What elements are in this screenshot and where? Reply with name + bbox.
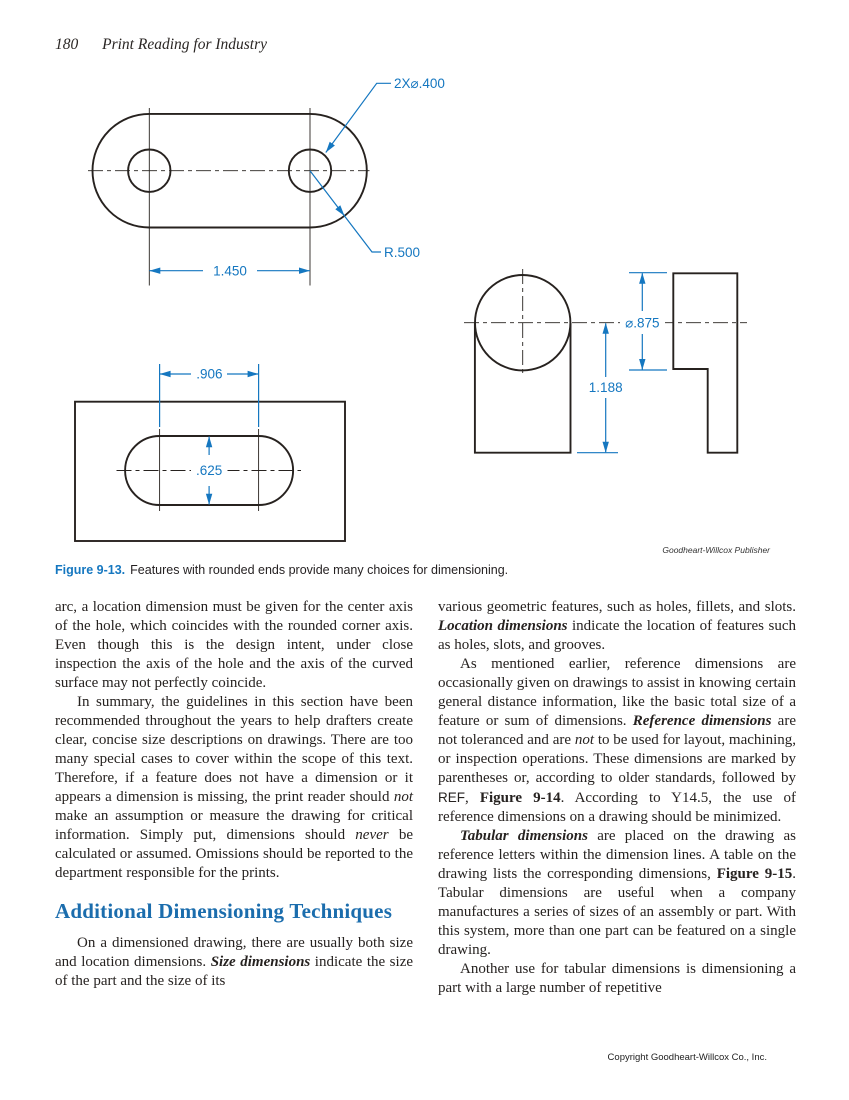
arrowhead [603, 323, 609, 334]
dimension-hole-spacing [149, 263, 310, 278]
arrowhead [149, 268, 160, 274]
arrowhead [160, 371, 171, 377]
body-column-left [55, 598, 413, 991]
paragraph: arc, a location dimension must be given for the center axis of the hole, which coincides with the rounded corner axis. Even though this is the design intent, under close inspection the axis of the hole and the axis of the curved surface may not perfectly coincide. [55, 599, 413, 691]
paragraph: As mentioned earlier, reference dimensions are occasionally given on drawings to assist in knowing certain general distance information, like the basic total size of a feature or sum of dimensions. Reference dimensions are not toleranced and are not to be used for layout, machining, or inspection operations. These dimensions are marked by parentheses or, according to older standards, followed by REF, Figure 9-14. According to Y14.5, the use of reference dimensions on a drawing should be minimized. [438, 656, 796, 825]
side-view-outline [673, 273, 737, 452]
dimension-text-slot-length: .906 [196, 366, 223, 382]
arrowhead [639, 273, 645, 284]
book-title: Print Reading for Industry [102, 36, 268, 53]
publisher-credit: Goodheart-Willcox Publisher [662, 545, 770, 555]
arrowhead [603, 442, 609, 453]
copyright-notice: Copyright Goodheart-Willcox Co., Inc. [607, 1052, 767, 1063]
arrowhead [299, 268, 310, 274]
cylinder-part-views [464, 269, 747, 453]
figure-caption-text: Features with rounded ends provide many choices for dimensioning. [130, 563, 509, 577]
dimension-text-cylinder-diameter: ⌀.875 [625, 315, 660, 331]
paragraph: various geometric features, such as holes, fillets, and slots. Location dimensions indicate the location of features such as holes, slots, and grooves. [438, 599, 796, 653]
slotted-plate-view [75, 364, 345, 541]
arrowhead [335, 205, 344, 216]
paragraph: In summary, the guidelines in this section have been recommended throughout the years to help drafters create clear, concise size descriptions on drawings. There are too many special cases to cover within the scope of this text. Therefore, if a feature does not have a dimension or it appears a dimension is missing, the print reader should not make an assumption or measure the drawing for critical information. Simply put, dimensions should never be calculated or assumed. Omissions should be reported to the department responsible for the prints. [55, 694, 413, 881]
page-number: 180 [55, 36, 79, 53]
obround-plate-view [88, 76, 445, 286]
dimension-text-slot-width: .625 [195, 463, 223, 478]
leader-holes [326, 76, 445, 153]
body-column-right [438, 598, 796, 998]
arrowhead [206, 436, 212, 447]
dimension-slot-width [191, 436, 228, 504]
dimension-text-height: 1.188 [588, 380, 623, 395]
arrowhead [248, 371, 259, 377]
dimension-height [577, 323, 623, 453]
dimension-slot-length [160, 364, 259, 427]
figure-label: Figure 9-13. [55, 563, 126, 577]
arrowhead [639, 359, 645, 370]
paragraph: Another use for tabular dimensions is dimensioning a part with a large number of repetitive [438, 961, 796, 996]
figure-caption [55, 563, 775, 577]
dimension-text-end-radius: R.500 [384, 244, 421, 260]
dimension-text-holes: 2X⌀.400 [394, 76, 445, 91]
section-heading: Additional Dimensioning Techniques [55, 899, 393, 923]
dimension-text-hole-spacing: 1.450 [213, 263, 247, 279]
paragraph: On a dimensioned drawing, there are usually both size and location dimensions. Size dimensions indicate the size of the part and the size of its [55, 935, 414, 989]
paragraph: Tabular dimensions are placed on the drawing as reference letters within the dimension lines. A table on the drawing lists the corresponding dimensions, Figure 9-15. Tabular dimensions are useful when a company manufactures a series of sizes of an assembly or part. With this system, more than one part can be featured on a single drawing. [438, 828, 796, 958]
arrowhead [326, 142, 335, 153]
arrowhead [206, 494, 212, 505]
dimension-cylinder-diameter [620, 273, 667, 370]
